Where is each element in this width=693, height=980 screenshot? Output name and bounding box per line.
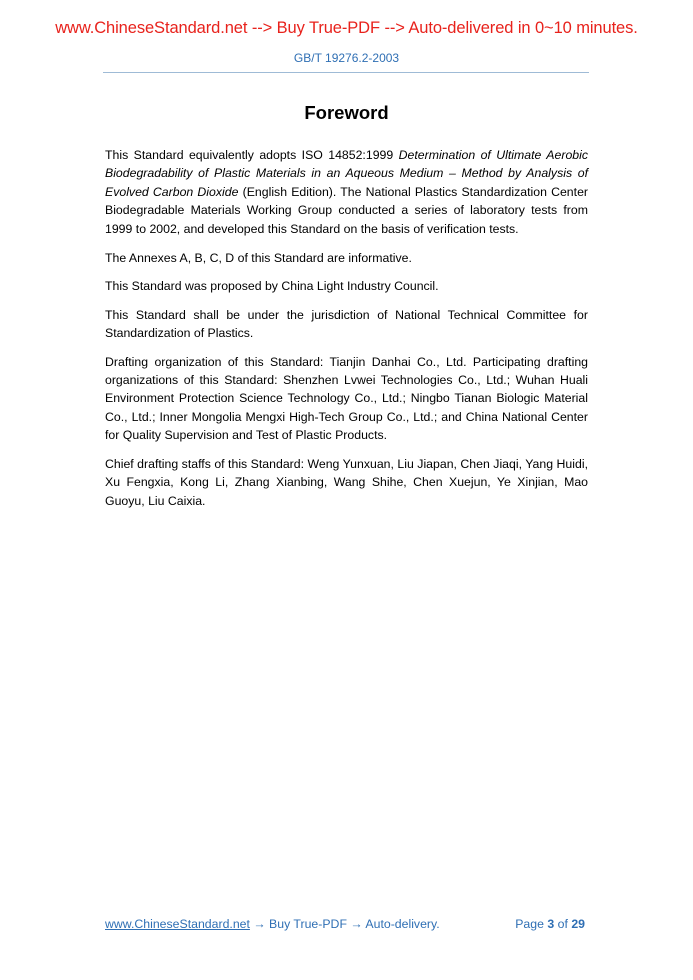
top-banner: www.ChineseStandard.net --> Buy True-PDF --> Auto-delivered in 0~10 minutes. xyxy=(55,19,638,37)
footer-promo xyxy=(105,917,440,931)
paragraph-annexes: The Annexes A, B, C, D of this Standard are informative. xyxy=(105,251,412,266)
paragraph-adoption xyxy=(105,146,588,238)
footer-site-link[interactable]: www.ChineseStandard.net xyxy=(105,917,250,931)
page-number xyxy=(515,917,585,931)
header-divider xyxy=(103,72,589,73)
document-body xyxy=(105,146,588,520)
paragraph-drafting-staff: Chief drafting staffs of this Standard: Weng Yunxuan, Liu Jiapan, Chen Jiaqi, Yang Huidi, Xu Fengxia, Kong Li, Zhang Xianbing, Wang Shihe, Chen Xuejun, Ye Xinjian, Mao Guoyu, Liu Caixia. xyxy=(105,456,588,508)
paragraph-drafting-orgs: Drafting organization of this Standard: Tianjin Danhai Co., Ltd. Participating drafting organizations of this Standard: Shenzhen Lvwei Technologies Co., Ltd.; Wuhan Huali Environment Protection Science Technology Co., Ltd.; Ningbo Tianan Biologic Material Co., Ltd.; Inner Mongolia Mengxi High-Tech Group Co., Ltd.; and China National Center for Quality Supervision and Test of Plastic Products. xyxy=(105,354,588,443)
page-total: 29 xyxy=(571,917,585,931)
footer-promo-text: → Buy True-PDF → Auto-delivery. xyxy=(249,917,440,931)
iso-title: Determination of Ultimate Aerobic Biodegradability of Plastic Materials in an Aqueous Medium – Method by Analysis of Evolved Carbon Dioxide xyxy=(105,148,588,199)
page-title: Foreword xyxy=(304,102,389,123)
of-label: of xyxy=(557,917,568,931)
page-current: 3 xyxy=(547,917,555,931)
paragraph-text: (English Edition). The National Plastics Standardization Center Biodegradable Materials Working Group conducted a series of laboratory tests from 1999 to 2002, and developed this Standard on the basis of verification tests. xyxy=(105,184,589,236)
page-label: Page xyxy=(515,917,544,931)
paragraph-jurisdiction: This Standard shall be under the jurisdiction of National Technical Committee for Standardization of Plastics. xyxy=(105,307,588,341)
paragraph-text: This Standard equivalently adopts ISO 14852:1999 xyxy=(105,148,399,162)
standard-code: GB/T 19276.2-2003 xyxy=(293,51,400,65)
paragraph-proposer: This Standard was proposed by China Light Industry Council. xyxy=(105,279,439,294)
